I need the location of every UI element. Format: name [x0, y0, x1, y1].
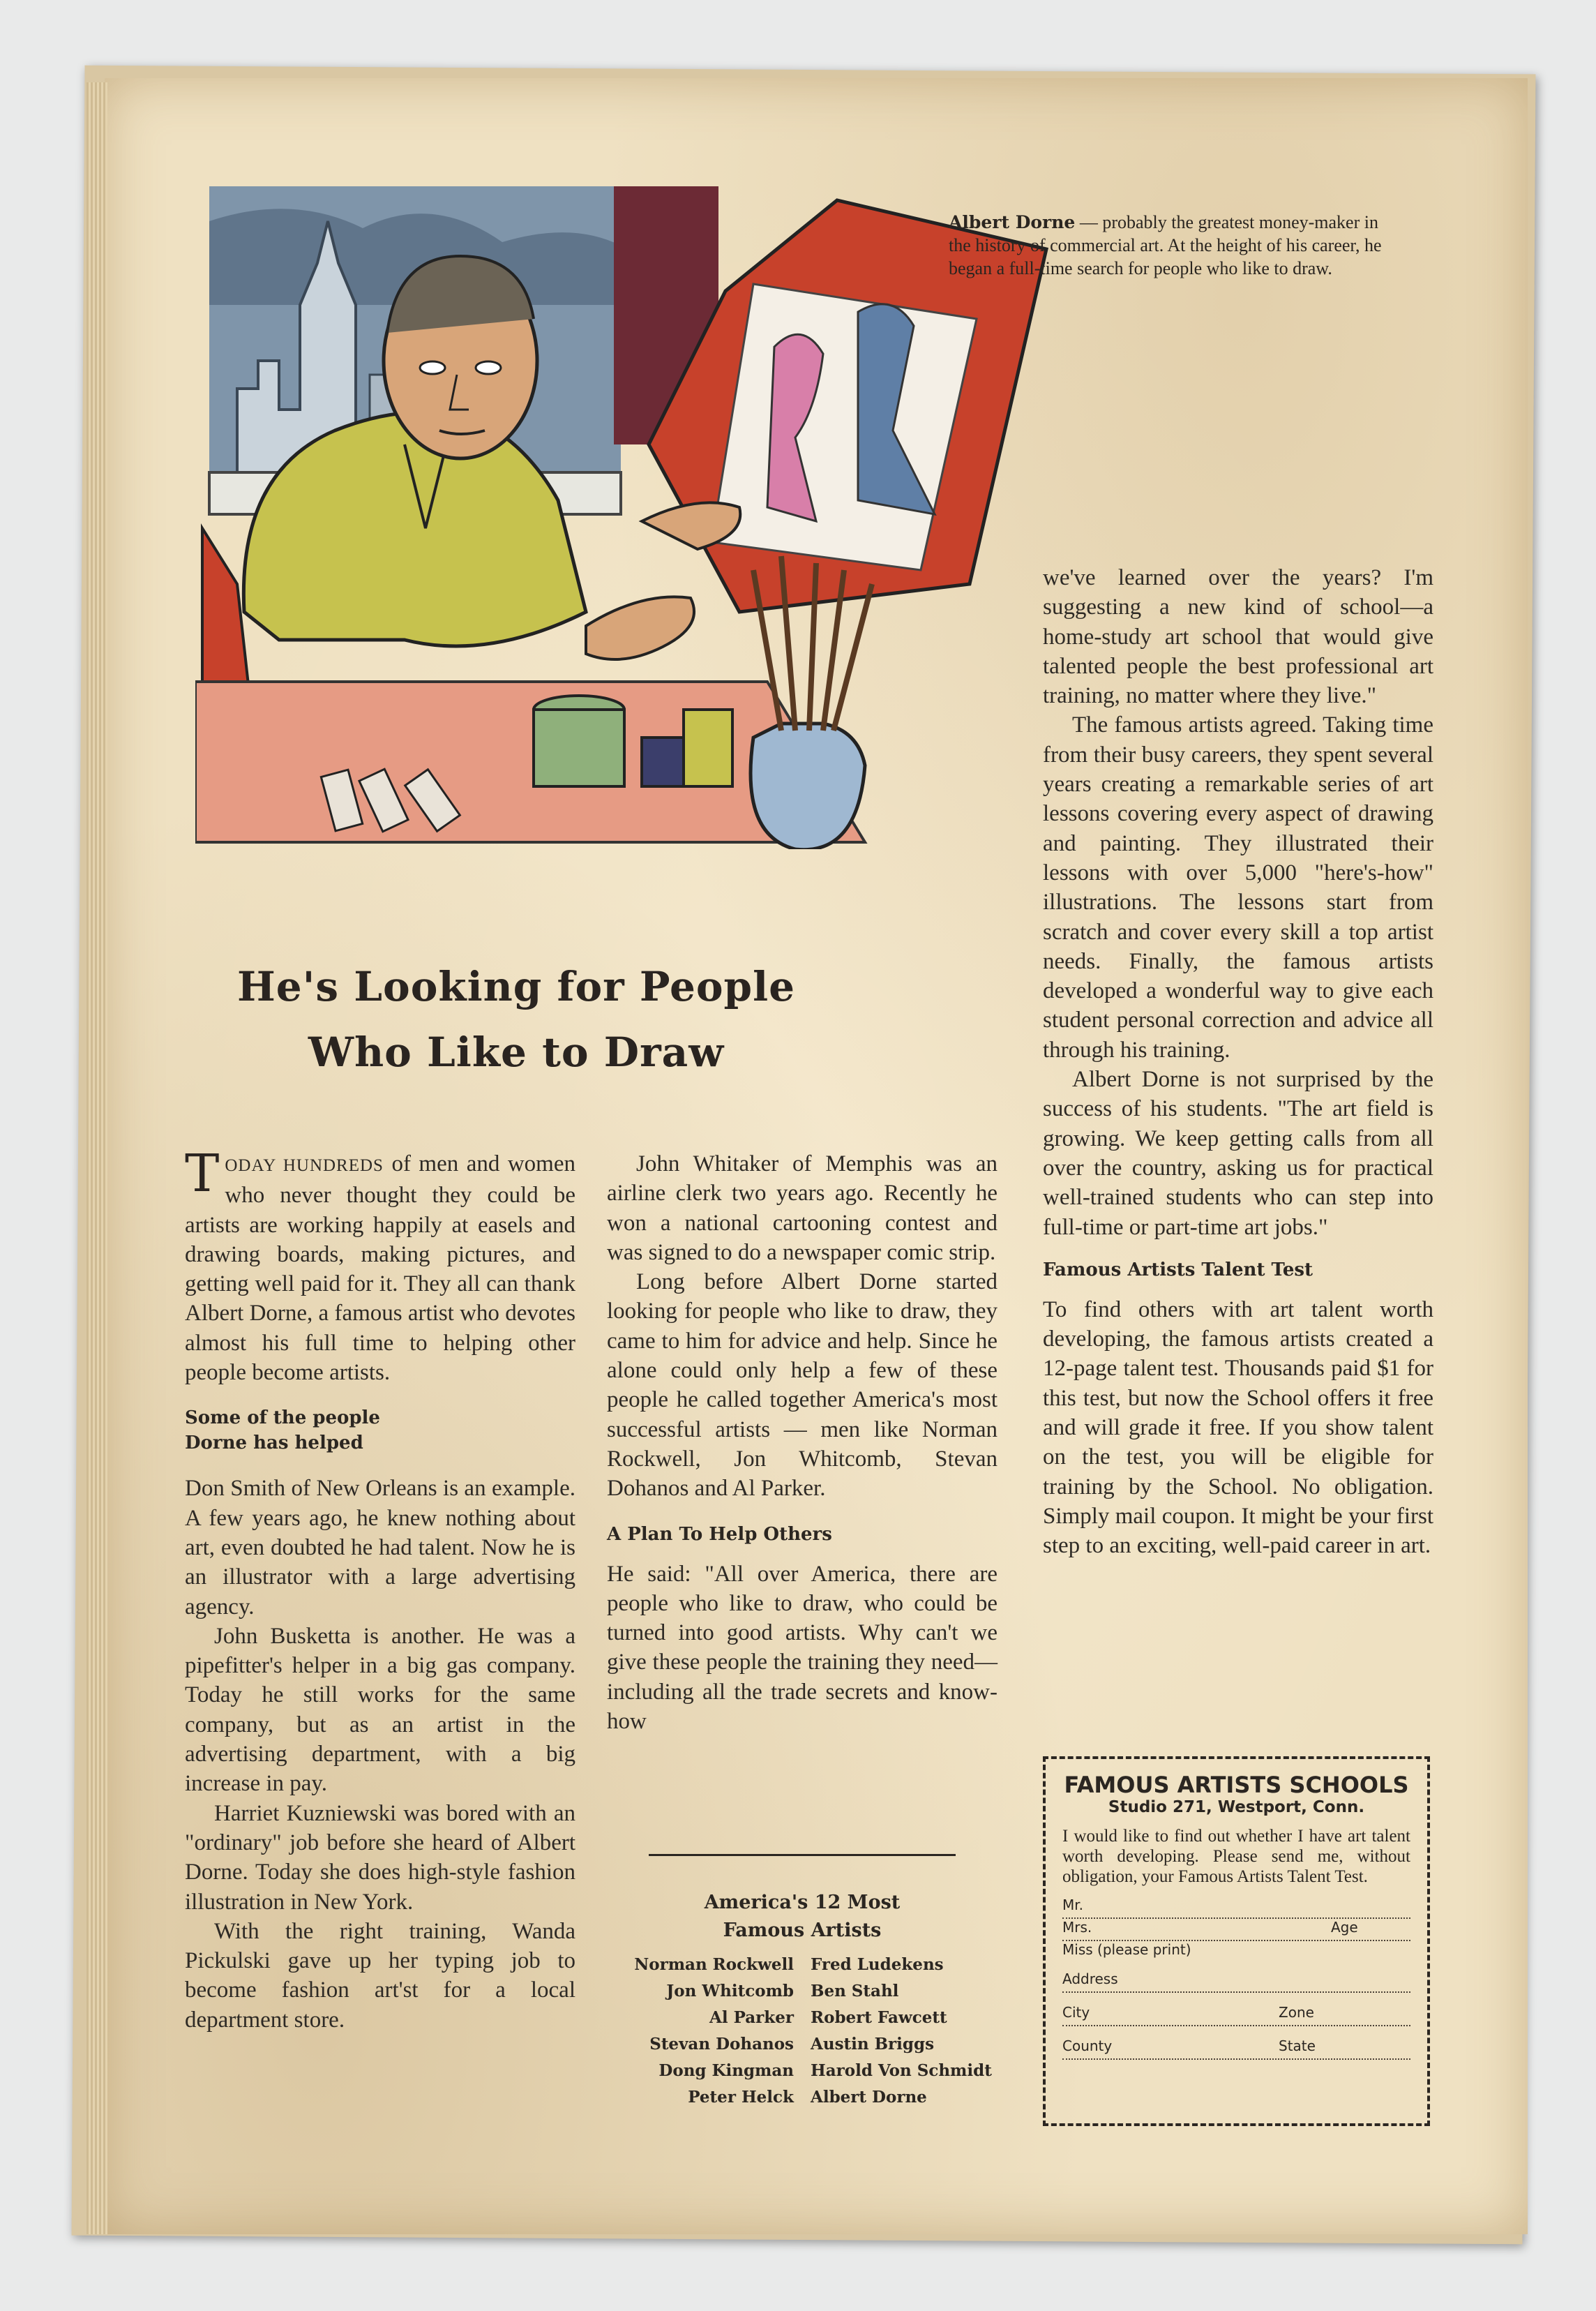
artists-row	[593, 2008, 1011, 2035]
caption-text: — probably the greatest money-maker in the history of commercial art. At the height of his career, he began a full-time search for people who like to draw.	[949, 212, 1382, 278]
coupon-title: FAMOUS ARTISTS SCHOOLS	[1064, 1772, 1409, 1798]
field-label: State	[1279, 2037, 1316, 2054]
coupon-field-city[interactable]	[1062, 2004, 1410, 2026]
col1-paragraph-2: Don Smith of New Orleans is an example. A few years ago, he knew nothing about art, even doubted he had talent. Now he is an illustrator with a large advertising agency.	[185, 1476, 575, 1620]
column-3	[1043, 563, 1433, 1561]
artists-row	[593, 2061, 1011, 2088]
artist-name: Fred Ludekens	[811, 1955, 944, 1974]
coupon-body: I would like to find out whether I have art talent worth developing. Please send me, without obligation, your Famous Artists Talent Test.	[1062, 1827, 1410, 1886]
col1-paragraph-1: of men and women who never thought they could be artists are working happily at easels and drawing boards, making pictures, and getting well paid for it. They all can thank Albert Dorne, a famous artist who devotes almost his full time to helping other people become artists.	[185, 1151, 575, 1386]
artists-list	[593, 1955, 1011, 2114]
field-label: Mr.	[1062, 1897, 1083, 1913]
artist-name: Robert Fawcett	[811, 2008, 947, 2027]
coupon-field-mr[interactable]	[1062, 1897, 1410, 1919]
subhead-plan: A Plan To Help Others	[607, 1523, 832, 1545]
subhead-some-people	[185, 1405, 575, 1456]
col3-paragraph-1: we've learned over the years? I'm suggesting a new kind of school—a home-study art school that would give talented people the best professional art training, no matter where they live."	[1043, 565, 1433, 709]
lead-small-caps: ODAY HUNDREDS	[225, 1156, 384, 1175]
artist-name: Ben Stahl	[811, 1982, 899, 2000]
field-label: Zone	[1279, 2004, 1314, 2021]
artist-name: Norman Rockwell	[634, 1955, 794, 1974]
mail-coupon[interactable]	[1043, 1756, 1430, 2126]
column-1	[185, 1144, 575, 2035]
dorne-illustration	[195, 82, 1074, 849]
headline-line-2: Who Like to Draw	[308, 1029, 725, 1076]
field-label: Miss	[1062, 1941, 1093, 1958]
subhead-line-2: Dorne has helped	[185, 1433, 363, 1454]
drop-cap: T	[185, 1144, 220, 1204]
subhead-talent-test: Famous Artists Talent Test	[1043, 1259, 1313, 1280]
field-label: City	[1062, 2004, 1090, 2021]
comic-back-page	[105, 78, 1528, 2234]
artists-row	[593, 2035, 1011, 2061]
field-label: (please print)	[1097, 1941, 1191, 1958]
artists-title-line-1: America's 12 Most	[704, 1892, 901, 1913]
artist-name: Dong Kingman	[658, 2061, 794, 2080]
col3-paragraph-3: Albert Dorne is not surprised by the success of his students. "The art field is growing. We keep getting calls from all over the country, asking us for practical well-trained students who can step into full-time or part-time art jobs."	[1043, 1067, 1433, 1240]
coupon-field-miss[interactable]	[1062, 1941, 1410, 1962]
coupon-field-mrs[interactable]	[1062, 1919, 1410, 1941]
artists-row	[593, 1982, 1011, 2008]
artist-name: Harold Von Schmidt	[811, 2061, 992, 2080]
field-label: County	[1062, 2037, 1113, 2054]
coupon-field-county[interactable]	[1062, 2037, 1410, 2060]
artist-name: Austin Briggs	[811, 2035, 935, 2054]
artist-name: Al Parker	[709, 2008, 794, 2027]
coupon-studio: Studio 271, Westport, Conn.	[1108, 1798, 1365, 1816]
subhead-line-1: Some of the people	[185, 1407, 380, 1429]
col2-paragraph-3: He said: "All over America, there are people who like to draw, who could be turned into good artists. Why can't we give these people the training they need—including all the trade secrets and know-how	[607, 1561, 998, 1735]
headline-line-1: He's Looking for People	[236, 963, 796, 1010]
artist-name: Jon Whitcomb	[666, 1982, 794, 2000]
artists-title-line-2: Famous Artists	[723, 1920, 882, 1941]
col1-paragraph-5: With the right training, Wanda Pickulski gave up her typing job to become fashion art'st for a local department store.	[185, 1918, 575, 2033]
column-2	[607, 1149, 998, 1736]
field-label: Address	[1062, 1970, 1118, 1987]
field-label: Mrs.	[1062, 1919, 1092, 1936]
field-label: Age	[1331, 1919, 1358, 1936]
coupon-field-address[interactable]	[1062, 1970, 1410, 1993]
artist-name: Albert Dorne	[811, 2088, 927, 2107]
artist-name: Stevan Dohanos	[649, 2035, 794, 2054]
col3-paragraph-4: To find others with art talent worth developing, the famous artists created a 12-page talent test. Thousands paid $1 for this test, but now the School offers it free and will grade it free. If you show talent on the test, you will be eligible for training by the School. No obligation. Simply mail coupon. It might be your first step to an exciting, well-paid career in art.	[1043, 1296, 1433, 1559]
col1-paragraph-3: John Busketta is another. He was a pipefitter's helper in a big gas company. Today he still works for the same company, but as an artist in the advertising department, with a big increase in pay.	[185, 1623, 575, 1797]
artists-row	[593, 2088, 1011, 2114]
col3-paragraph-2: The famous artists agreed. Taking time from their busy careers, they spent several years creating a remarkable series of art lessons covering every aspect of drawing and painting. They illustrated their lessons with over 5,000 "here's-how" illustrations. The lessons start from scratch and cover every skill a top artist needs. Finally, the famous artists developed a wonderful way to give each student personal correction and advice all through his training.	[1043, 712, 1433, 1063]
artists-list-title	[607, 1889, 998, 1945]
column-divider-rule	[649, 1854, 956, 1856]
artist-name: Peter Helck	[688, 2088, 794, 2107]
artists-row	[593, 1955, 1011, 1982]
caption-name: Albert Dorne	[949, 212, 1076, 232]
col1-paragraph-4: Harriet Kuzniewski was bored with an "ordinary" job before she heard of Albert Dorne. Today she does high-style fashion illustration in New York.	[185, 1800, 575, 1915]
col2-paragraph-1: John Whitaker of Memphis was an airline clerk two years ago. Recently he won a national cartooning contest and was signed to do a newspaper comic strip.	[607, 1151, 998, 1265]
col2-paragraph-2: Long before Albert Dorne started looking for people who like to draw, they came to him for advice and help. Since he alone could only help a few of these people he called together America's most successful artists — men like Norman Rockwell, Jon Whitcomb, Stevan Dohanos and Al Parker.	[607, 1269, 998, 1502]
illustration-caption	[949, 211, 1395, 280]
headline	[167, 954, 865, 1085]
